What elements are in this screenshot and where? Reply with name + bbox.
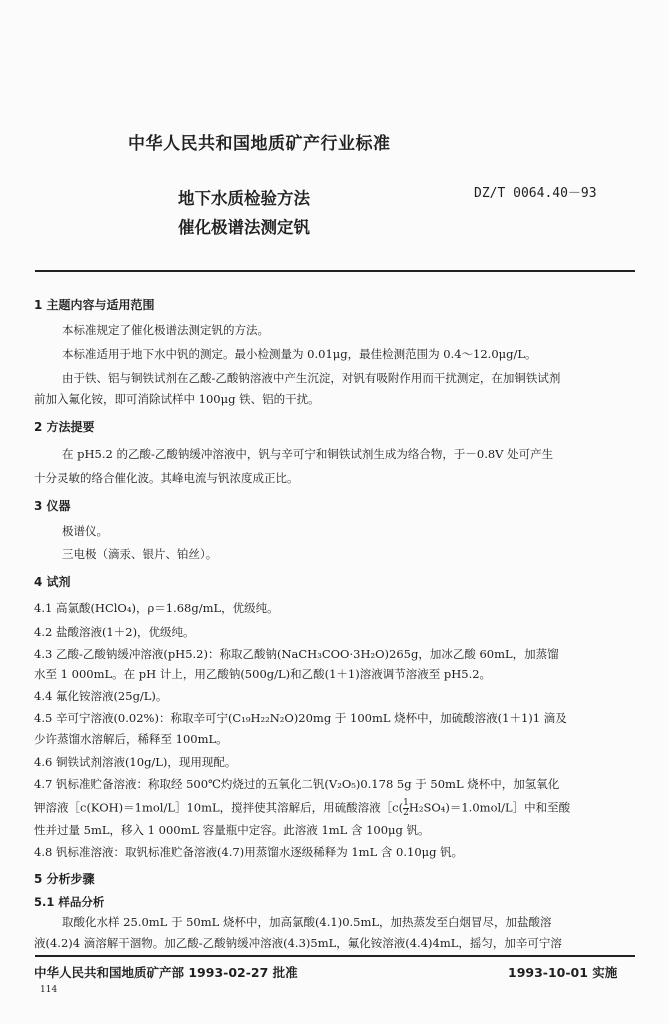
reagent-4-5b: 少许蒸馏水溶解后，稀释至 100mL。 xyxy=(34,732,228,746)
section-2-paragraph-1a: 在 pH5.2 的乙酸-乙酸钠缓冲溶液中，钒与辛可宁和铜铁试剂生成为络合物，于－0.8V 处可产生 xyxy=(62,447,554,461)
implementation-date: 1993-10-01 实施 xyxy=(508,965,618,980)
reagent-4-7b xyxy=(34,799,570,818)
document-title-line1: 地下水质检验方法 xyxy=(178,189,310,208)
reagent-4-4: 4.4 氟化铵溶液(25g/L)。 xyxy=(34,689,168,703)
page-number: 114 xyxy=(40,985,58,995)
reagent-4-1: 4.1 高氯酸(HClO₄)，ρ＝1.68g/mL，优级纯。 xyxy=(34,601,279,615)
section-2-heading: 2 方法提要 xyxy=(34,420,95,434)
fraction-denominator: 2 xyxy=(403,808,409,818)
reagent-4-3a: 4.3 乙酸-乙酸钠缓冲溶液(pH5.2)：称取乙酸钠(NaCH₃COO·3H₂O)265g，加冰乙酸 60mL，加蒸馏 xyxy=(34,647,559,661)
reagent-4-6: 4.6 铜铁试剂溶液(10g/L)，现用现配。 xyxy=(34,755,237,769)
section-1-paragraph-1: 本标准规定了催化极谱法测定钒的方法。 xyxy=(62,323,269,337)
section-3-item-1: 极谱仪。 xyxy=(62,524,108,538)
section-1-paragraph-3b: 前加入氟化铵，即可消除试样中 100μg 铁、铝的干扰。 xyxy=(34,392,320,406)
reagent-4-5a: 4.5 辛可宁溶液(0.02%)：称取辛可宁(C₁₉H₂₂N₂O)20mg 于 100mL 烧杯中，加硫酸溶液(1＋1)1 滴及 xyxy=(34,711,567,725)
header-rule xyxy=(35,270,635,272)
reagent-4-8: 4.8 钒标准溶液：取钒标准贮备溶液(4.7)用蒸馏水逐级稀释为 1mL 含 0.10μg 钒。 xyxy=(34,845,464,859)
subsection-5-1-heading: 5.1 样品分析 xyxy=(34,895,105,909)
document-title-line2: 催化极谱法测定钒 xyxy=(178,218,310,237)
section-3-item-2: 三电极（滴汞、银片、铂丝）。 xyxy=(62,547,218,561)
section-5-paragraph-1b: 液(4.2)4 滴溶解干涸物。加乙酸-乙酸钠缓冲溶液(4.3)5mL，氟化铵溶液(4.4)4mL，摇匀，加辛可宁溶 xyxy=(34,936,562,950)
section-4-heading: 4 试剂 xyxy=(34,575,71,589)
reagent-4-7a: 4.7 钒标准贮备溶液：称取经 500℃灼烧过的五氧化二钒(V₂O₅)0.178 5g 于 50mL 烧杯中，加氢氧化 xyxy=(34,777,560,791)
reagent-4-7c: 性并过量 5mL，移入 1 000mL 容量瓶中定容。此溶液 1mL 含 100μg 钒。 xyxy=(34,823,430,837)
standard-category-title: 中华人民共和国地质矿产行业标准 xyxy=(128,134,391,154)
section-3-heading: 3 仪器 xyxy=(34,499,71,513)
reagent-4-7b-part2: H₂SO₄)＝1.0mol/L］中和至酸 xyxy=(408,800,571,815)
reagent-4-3b: 水至 1 000mL。在 pH 计上，用乙酸钠(500g/L)和乙酸(1＋1)溶液调节溶液至 pH5.2。 xyxy=(34,667,492,681)
section-1-heading: 1 主题内容与适用范围 xyxy=(34,298,155,312)
reagent-4-7b-part1: 钾溶液［c(KOH)＝1mol/L］10mL，搅拌使其溶解后，用硫酸溶液［c( xyxy=(34,800,404,815)
section-5-heading: 5 分析步骤 xyxy=(34,872,95,886)
approval-line: 中华人民共和国地质矿产部 1993-02-27 批准 xyxy=(34,965,298,980)
section-1-paragraph-2: 本标准适用于地下水中钒的测定。最小检测量为 0.01μg，最佳检测范围为 0.4～12.0μg/L。 xyxy=(62,347,537,361)
section-2-paragraph-1b: 十分灵敏的络合催化波。其峰电流与钒浓度成正比。 xyxy=(34,471,299,485)
section-5-paragraph-1a: 取酸化水样 25.0mL 于 50mL 烧杯中，加高氯酸(4.1)0.5mL，加热蒸发至白烟冒尽，加盐酸溶 xyxy=(62,915,552,929)
footer-rule xyxy=(35,955,635,957)
fraction-numerator: 1 xyxy=(403,798,409,808)
standard-number: DZ/T 0064.40－93 xyxy=(474,186,597,201)
section-1-paragraph-3a: 由于铁、铝与铜铁试剂在乙酸-乙酸钠溶液中产生沉淀，对钒有吸附作用而干扰测定，在加铜铁试剂 xyxy=(62,371,561,385)
reagent-4-2: 4.2 盐酸溶液(1＋2)，优级纯。 xyxy=(34,625,195,639)
